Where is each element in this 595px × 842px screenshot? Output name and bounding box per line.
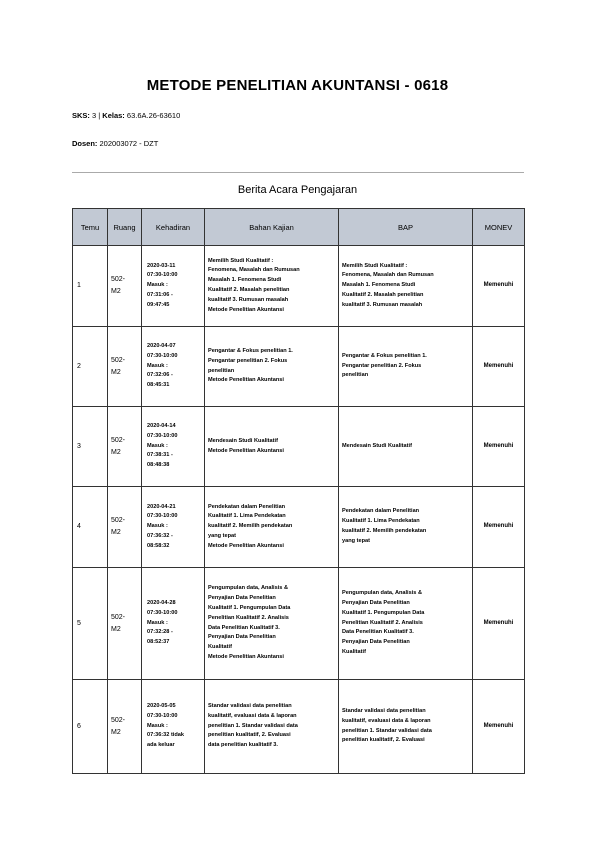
table-row [73,680,525,774]
bahan-kajian-cell-line: Penyajian Data Penelitian [208,634,276,641]
bahan-kajian-cell-line: penelitian [208,367,235,374]
kehadiran-cell-line: 07:31:06 - [147,291,173,298]
kehadiran-cell-line: 07:36:32 - [147,532,173,539]
ruang-cell-line: M2 [111,529,121,536]
monev-cell: Memenuhi [473,680,525,774]
bahan-kajian-cell-line: penelitian kualitatif, 2. Evaluasi [208,732,291,739]
bahan-kajian-cell-line: Pendekatan dalam Penelitian [208,503,286,510]
bap-cell-line: Pengumpulan data, Analisis & [342,590,422,597]
dosen-label: Dosen: [72,139,98,148]
bap-cell-line: yang tepat [342,537,370,544]
bahan-kajian-cell-line: kualitatif 2. Memilih pendekatan [208,523,293,530]
bap-cell-line: Penelitian Kualitatif 2. Analisis [342,619,423,626]
bahan-kajian-cell [205,487,339,568]
monev-cell: Memenuhi [473,327,525,407]
temu-cell: 6 [73,680,108,774]
bap-cell [339,680,473,774]
temu-cell: 4 [73,487,108,568]
kehadiran-cell-line: 2020-04-28 [147,600,176,606]
bap-cell-line: Data Penelitian Kualitatif 3. [342,629,414,636]
kehadiran-cell-line: 07:32:28 - [147,629,173,636]
ruang-cell-line: 502- [111,517,126,524]
bap-cell-line: Kualitatif 2. Masalah penelitian [342,291,424,298]
kehadiran-cell [142,680,205,774]
bap-cell-line: penelitian [342,372,369,379]
table-row [73,568,525,680]
kehadiran-cell-line: Masuk : [147,442,168,449]
bap-cell [339,487,473,568]
ruang-cell [108,568,142,680]
bahan-kajian-cell-line: Kualitatif 2. Masalah penelitian [208,287,290,293]
bahan-kajian-cell-line: Pengantar & Fokus penelitian 1. [208,347,293,354]
ruang-cell [108,327,142,407]
bahan-kajian-cell-line: Standar validasi data penelitian [208,703,292,709]
bahan-kajian-cell-line: Kualitatif [208,644,232,651]
ruang-cell-line: M2 [111,728,121,736]
temu-cell: 5 [73,568,108,680]
kehadiran-cell-line: 2020-04-21 [147,503,176,510]
kehadiran-cell-line: 07:36:32 tidak [147,732,185,739]
ruang-cell-line: M2 [111,368,121,376]
kelas-label: Kelas: [102,111,125,120]
kehadiran-cell-line: 08:45:31 [147,382,170,389]
bap-cell-line: Standar validasi data penelitian [342,707,426,714]
column-header-monev: MONEV [473,209,525,246]
table-header-row [73,209,525,246]
kehadiran-cell-line: 08:52:37 [147,639,170,646]
bap-cell [339,568,473,680]
bahan-kajian-cell-line: yang tepat [208,532,236,539]
kehadiran-cell-line: Masuk : [147,362,168,369]
bap-cell-line: Kualitatif 1. Lima Pendekatan [342,518,420,525]
ruang-cell-line: 502- [111,436,126,444]
kehadiran-cell-line: ada keluar [147,742,175,749]
bap-cell-line: Kualitatif [342,648,366,655]
ruang-cell-line: M2 [111,288,121,295]
kehadiran-cell-line: 2020-05-05 [147,703,176,709]
bap-cell-line: kualitatif 3. Rumusan masalah [342,301,423,308]
kehadiran-cell-line: 07:30-10:00 [147,609,178,616]
bap-cell-line: Masalah 1. Fenomena Studi [342,282,416,289]
bahan-kajian-cell-line: Penelitian Kualitatif 2. Analisis [208,614,289,621]
ruang-cell-line: 502- [111,613,126,621]
kehadiran-cell-line: 2020-03-11 [147,262,176,269]
bahan-kajian-cell-line: Fenomena, Masalah dan Rumusan [208,267,300,274]
kehadiran-cell-line: Masuk : [147,722,168,729]
dosen-value: 202003072 - DZT [97,139,159,148]
bahan-kajian-cell-line: penelitian 1. Standar validasi data [208,722,298,729]
page-title: METODE PENELITIAN AKUNTANSI - 0618 [146,77,449,94]
bap-cell-line: Pendekatan dalam Penelitian [342,508,420,515]
bap-cell [339,327,473,407]
kehadiran-cell-line: 09:47:45 [147,301,170,308]
bahan-kajian-cell-line: Penyajian Data Penelitian [208,595,276,602]
kehadiran-cell [142,568,205,680]
monev-cell: Memenuhi [473,246,525,327]
bahan-kajian-cell-line: kualitatif 3. Rumusan masalah [208,296,289,303]
kehadiran-cell-line: Masuk : [147,282,168,289]
bap-cell-line: kualitatif, evaluasi data & laporan [342,717,431,724]
kehadiran-cell [142,407,205,487]
bahan-kajian-cell-line: Metode Penelitian Akuntansi [208,377,284,384]
kehadiran-cell-line: 07:30-10:00 [147,272,178,279]
kelas-value: 63.6A.26-63610 [124,111,181,120]
bap-cell-line: Fenomena, Masalah dan Rumusan [342,272,434,279]
temu-cell: 2 [73,327,108,407]
bahan-kajian-cell-line: Metode Penelitian Akuntansi [208,542,284,549]
kehadiran-cell [142,487,205,568]
kehadiran-cell-line: 2020-04-14 [147,423,176,429]
ruang-cell [108,246,142,327]
sks-label: SKS: [72,111,90,120]
ruang-cell-line: 502- [111,356,126,364]
kehadiran-cell-line: 08:48:38 [147,462,170,469]
ruang-cell-line: 502- [111,716,126,724]
bahan-kajian-cell-line: Memilih Studi Kualitatif : [208,257,274,264]
bap-cell-line: Kualitatif 1. Pengumpulan Data [342,609,425,616]
monev-cell: Memenuhi [473,487,525,568]
temu-cell: 3 [73,407,108,487]
bap-cell-line: Pengantar & Fokus penelitian 1. [342,352,427,359]
kehadiran-cell [142,327,205,407]
bap-cell-line: Memilih Studi Kualitatif : [342,262,408,269]
bap-cell-line: penelitian kualitatif, 2. Evaluasi [342,737,425,744]
bahan-kajian-cell [205,407,339,487]
table-row [73,407,525,487]
kehadiran-cell-line: 2020-04-07 [147,343,176,349]
column-header-ruang: Ruang [108,209,142,246]
bap-cell [339,407,473,487]
teaching-record-table [72,208,525,774]
kehadiran-cell-line: 08:58:32 [147,542,170,549]
bahan-kajian-cell-line: Pengantar penelitian 2. Fokus [208,357,288,364]
bap-cell [339,246,473,327]
column-header-bap: BAP [339,209,473,246]
table-row [73,487,525,568]
column-header-bahan-kajian: Bahan Kajian [205,209,339,246]
lecturer-meta [72,139,158,148]
kehadiran-cell-line: Masuk : [147,523,168,530]
kehadiran-cell-line: 07:38:31 - [147,452,173,459]
column-header-kehadiran: Kehadiran [142,209,205,246]
table-row [73,327,525,407]
bahan-kajian-cell-line: Kualitatif 1. Lima Pendekatan [208,513,286,520]
kehadiran-cell-line: 07:30-10:00 [147,432,178,439]
kehadiran-cell-line: 07:30-10:00 [147,352,178,359]
ruang-cell-line: M2 [111,625,121,633]
bap-cell-line: Pengantar penelitian 2. Fokus [342,362,422,369]
course-meta [72,111,180,120]
bahan-kajian-cell-line: Metode Penelitian Akuntansi [208,447,284,454]
kehadiran-cell-line: 07:32:06 - [147,372,173,379]
kehadiran-cell-line: 07:30-10:00 [147,513,178,520]
bahan-kajian-cell [205,680,339,774]
bap-cell-line: Penyajian Data Penelitian [342,600,410,606]
bap-cell-line: kualitatif 2. Memilih pendekatan [342,528,427,534]
ruang-cell-line: 502- [111,276,126,283]
bahan-kajian-cell [205,327,339,407]
kehadiran-cell-line: Masuk : [147,619,168,626]
bap-cell-line: Penyajian Data Penelitian [342,639,410,646]
bahan-kajian-cell-line: data penelitian kualitatif 3. [208,742,278,749]
bahan-kajian-cell [205,246,339,327]
sks-value: 3 | [89,111,103,120]
column-header-temu: Temu [73,209,108,246]
section-title: Berita Acara Pengajaran [237,184,358,196]
bahan-kajian-cell-line: kualitatif, evaluasi data & laporan [208,712,297,719]
kehadiran-cell [142,246,205,327]
bahan-kajian-cell-line: Data Penelitian Kualitatif 3. [208,624,280,631]
bahan-kajian-cell [205,568,339,680]
divider [72,172,524,173]
monev-cell: Memenuhi [473,568,525,680]
kehadiran-cell-line: 07:30-10:00 [147,712,178,719]
bahan-kajian-cell-line: Metode Penelitian Akuntansi [208,306,284,313]
ruang-cell-line: M2 [111,448,121,456]
bap-cell-line: penelitian 1. Standar validasi data [342,727,432,734]
ruang-cell [108,407,142,487]
ruang-cell [108,487,142,568]
bahan-kajian-cell-line: Metode Penelitian Akuntansi [208,653,284,660]
monev-cell: Memenuhi [473,407,525,487]
bahan-kajian-cell-line: Kualitatif 1. Pengumpulan Data [208,604,291,611]
bap-cell-line: Mendesain Studi Kualitatif [342,442,412,449]
temu-cell: 1 [73,246,108,327]
bahan-kajian-cell-line: Mendesain Studi Kualitatif [208,437,278,444]
ruang-cell [108,680,142,774]
table-row [73,246,525,327]
bahan-kajian-cell-line: Masalah 1. Fenomena Studi [208,277,282,284]
bahan-kajian-cell-line: Pengumpulan data, Analisis & [208,585,288,592]
